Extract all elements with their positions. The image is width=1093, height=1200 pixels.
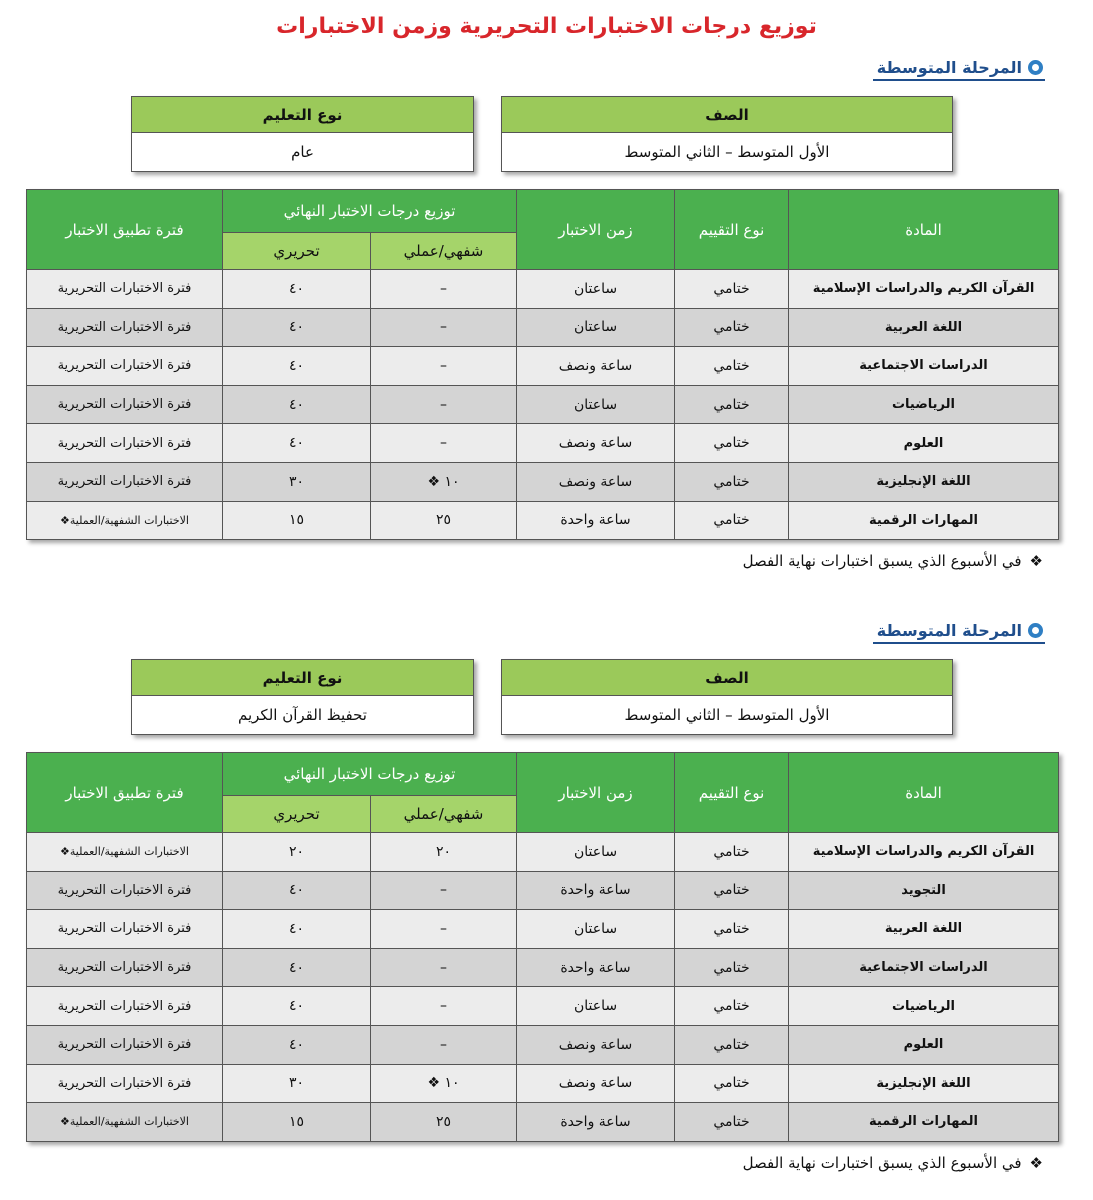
- cell-oral: –: [371, 1025, 517, 1064]
- cell-subject: الدراسات الاجتماعية: [789, 948, 1059, 987]
- cell-written: ٤٠: [223, 987, 371, 1026]
- cell-period: فترة الاختبارات التحريرية: [27, 910, 223, 949]
- cell-assessment: ختامي: [675, 987, 789, 1026]
- cell-written: ٤٠: [223, 948, 371, 987]
- bullet-icon: [1028, 60, 1043, 75]
- header-subject: المادة: [789, 190, 1059, 270]
- education-type-value: تحفيظ القرآن الكريم: [238, 706, 367, 724]
- section-quran-memorization: [0, 621, 1093, 1181]
- cell-subject: اللغة الإنجليزية: [789, 462, 1059, 501]
- grades-table: [26, 752, 1059, 1142]
- cell-duration: ساعة واحدة: [517, 1103, 675, 1142]
- cell-period: الاختبارات الشفهية/العملية❖: [27, 501, 223, 540]
- cell-subject: الرياضيات: [789, 987, 1059, 1026]
- cell-oral: ٢٥: [371, 501, 517, 540]
- cell-subject: العلوم: [789, 424, 1059, 463]
- header-oral: شفهي/عملي: [371, 796, 517, 833]
- diamond-bullet-icon: ❖: [1029, 1154, 1043, 1172]
- cell-oral: –: [371, 347, 517, 386]
- class-value: الأول المتوسط – الثاني المتوسط: [624, 143, 830, 161]
- education-type-box: [131, 96, 474, 172]
- header-duration: زمن الاختبار: [517, 753, 675, 833]
- table-row: [27, 1064, 1059, 1103]
- table-row: [27, 347, 1059, 386]
- header-distribution: توزيع درجات الاختبار النهائي: [223, 753, 517, 796]
- cell-period: فترة الاختبارات التحريرية: [27, 1025, 223, 1064]
- cell-oral: –: [371, 910, 517, 949]
- cell-assessment: ختامي: [675, 347, 789, 386]
- cell-duration: ساعتان: [517, 833, 675, 872]
- stage-label: المرحلة المتوسطة: [876, 621, 1022, 640]
- stage-heading: [873, 621, 1045, 644]
- header-assessment: نوع التقييم: [675, 753, 789, 833]
- cell-written: ١٥: [223, 1103, 371, 1142]
- table-row: [27, 308, 1059, 347]
- class-value: الأول المتوسط – الثاني المتوسط: [624, 706, 830, 724]
- cell-written: ٤٠: [223, 1025, 371, 1064]
- cell-period: الاختبارات الشفهية/العملية❖: [27, 833, 223, 872]
- stage-heading: [873, 58, 1045, 81]
- table-row: [27, 910, 1059, 949]
- cell-duration: ساعة واحدة: [517, 501, 675, 540]
- header-subject: المادة: [789, 753, 1059, 833]
- cell-duration: ساعتان: [517, 270, 675, 309]
- footnote-text: في الأسبوع الذي يسبق اختبارات نهاية الفصل: [742, 552, 1022, 570]
- cell-period: فترة الاختبارات التحريرية: [27, 347, 223, 386]
- page-title: توزيع درجات الاختبارات التحريرية وزمن الاختبارات: [276, 14, 817, 39]
- cell-subject: الرياضيات: [789, 385, 1059, 424]
- cell-subject: اللغة العربية: [789, 910, 1059, 949]
- table-row: [27, 987, 1059, 1026]
- cell-written: ٤٠: [223, 910, 371, 949]
- cell-subject: القرآن الكريم والدراسات الإسلامية: [789, 833, 1059, 872]
- cell-subject: الدراسات الاجتماعية: [789, 347, 1059, 386]
- cell-oral: ٢٥: [371, 1103, 517, 1142]
- table-row: [27, 833, 1059, 872]
- cell-oral: ١٠ ❖: [371, 1064, 517, 1103]
- table-row: [27, 424, 1059, 463]
- table-row: [27, 871, 1059, 910]
- cell-subject: المهارات الرقمية: [789, 1103, 1059, 1142]
- cell-period: فترة الاختبارات التحريرية: [27, 270, 223, 309]
- cell-assessment: ختامي: [675, 424, 789, 463]
- cell-subject: القرآن الكريم والدراسات الإسلامية: [789, 270, 1059, 309]
- cell-period: الاختبارات الشفهية/العملية❖: [27, 1103, 223, 1142]
- cell-duration: ساعة ونصف: [517, 1025, 675, 1064]
- cell-oral: ١٠ ❖: [371, 462, 517, 501]
- cell-duration: ساعة ونصف: [517, 424, 675, 463]
- stage-label: المرحلة المتوسطة: [876, 58, 1022, 77]
- header-written: تحريري: [223, 233, 371, 270]
- grades-table: [26, 189, 1059, 540]
- cell-period: فترة الاختبارات التحريرية: [27, 385, 223, 424]
- cell-assessment: ختامي: [675, 1103, 789, 1142]
- cell-assessment: ختامي: [675, 910, 789, 949]
- header-distribution: توزيع درجات الاختبار النهائي: [223, 190, 517, 233]
- cell-subject: المهارات الرقمية: [789, 501, 1059, 540]
- cell-assessment: ختامي: [675, 308, 789, 347]
- cell-duration: ساعتان: [517, 987, 675, 1026]
- cell-written: ٤٠: [223, 385, 371, 424]
- table-row: [27, 501, 1059, 540]
- cell-oral: –: [371, 424, 517, 463]
- cell-duration: ساعة ونصف: [517, 462, 675, 501]
- cell-duration: ساعة واحدة: [517, 871, 675, 910]
- cell-written: ٤٠: [223, 308, 371, 347]
- cell-period: فترة الاختبارات التحريرية: [27, 987, 223, 1026]
- table-row: [27, 270, 1059, 309]
- class-box: [501, 659, 953, 735]
- cell-written: ٤٠: [223, 871, 371, 910]
- cell-written: ٤٠: [223, 347, 371, 386]
- diamond-bullet-icon: ❖: [1029, 552, 1043, 570]
- table-row: [27, 385, 1059, 424]
- cell-duration: ساعتان: [517, 308, 675, 347]
- class-header: الصف: [502, 660, 952, 696]
- table-row: [27, 462, 1059, 501]
- education-type-header: نوع التعليم: [132, 660, 473, 696]
- table-row: [27, 948, 1059, 987]
- cell-written: ٤٠: [223, 424, 371, 463]
- cell-subject: العلوم: [789, 1025, 1059, 1064]
- section-general: [0, 58, 1093, 618]
- cell-duration: ساعتان: [517, 910, 675, 949]
- cell-duration: ساعة ونصف: [517, 347, 675, 386]
- cell-period: فترة الاختبارات التحريرية: [27, 948, 223, 987]
- cell-duration: ساعتان: [517, 385, 675, 424]
- cell-assessment: ختامي: [675, 871, 789, 910]
- header-duration: زمن الاختبار: [517, 190, 675, 270]
- cell-duration: ساعة ونصف: [517, 1064, 675, 1103]
- header-oral: شفهي/عملي: [371, 233, 517, 270]
- cell-assessment: ختامي: [675, 948, 789, 987]
- education-type-box: [131, 659, 474, 735]
- cell-assessment: ختامي: [675, 1064, 789, 1103]
- bullet-icon: [1028, 623, 1043, 638]
- cell-duration: ساعة واحدة: [517, 948, 675, 987]
- header-written: تحريري: [223, 796, 371, 833]
- cell-period: فترة الاختبارات التحريرية: [27, 424, 223, 463]
- cell-period: فترة الاختبارات التحريرية: [27, 462, 223, 501]
- cell-subject: التجويد: [789, 871, 1059, 910]
- cell-period: فترة الاختبارات التحريرية: [27, 1064, 223, 1103]
- header-period: فترة تطبيق الاختبار: [27, 753, 223, 833]
- cell-oral: ٢٠: [371, 833, 517, 872]
- cell-period: فترة الاختبارات التحريرية: [27, 871, 223, 910]
- cell-subject: اللغة الإنجليزية: [789, 1064, 1059, 1103]
- class-header: الصف: [502, 97, 952, 133]
- cell-oral: –: [371, 308, 517, 347]
- cell-written: ٢٠: [223, 833, 371, 872]
- cell-assessment: ختامي: [675, 462, 789, 501]
- cell-period: فترة الاختبارات التحريرية: [27, 308, 223, 347]
- table-row: [27, 1103, 1059, 1142]
- cell-assessment: ختامي: [675, 1025, 789, 1064]
- footnote: [743, 1154, 1043, 1172]
- cell-assessment: ختامي: [675, 501, 789, 540]
- cell-assessment: ختامي: [675, 833, 789, 872]
- cell-written: ٣٠: [223, 462, 371, 501]
- cell-oral: –: [371, 948, 517, 987]
- cell-assessment: ختامي: [675, 270, 789, 309]
- table-row: [27, 1025, 1059, 1064]
- cell-assessment: ختامي: [675, 385, 789, 424]
- footnote: [743, 552, 1043, 570]
- header-assessment: نوع التقييم: [675, 190, 789, 270]
- class-box: [501, 96, 953, 172]
- cell-written: ٤٠: [223, 270, 371, 309]
- cell-oral: –: [371, 385, 517, 424]
- cell-written: ٣٠: [223, 1064, 371, 1103]
- cell-oral: –: [371, 987, 517, 1026]
- cell-oral: –: [371, 871, 517, 910]
- header-period: فترة تطبيق الاختبار: [27, 190, 223, 270]
- footnote-text: في الأسبوع الذي يسبق اختبارات نهاية الفصل: [742, 1154, 1022, 1172]
- education-type-value: عام: [291, 143, 314, 161]
- cell-oral: –: [371, 270, 517, 309]
- cell-subject: اللغة العربية: [789, 308, 1059, 347]
- education-type-header: نوع التعليم: [132, 97, 473, 133]
- cell-written: ١٥: [223, 501, 371, 540]
